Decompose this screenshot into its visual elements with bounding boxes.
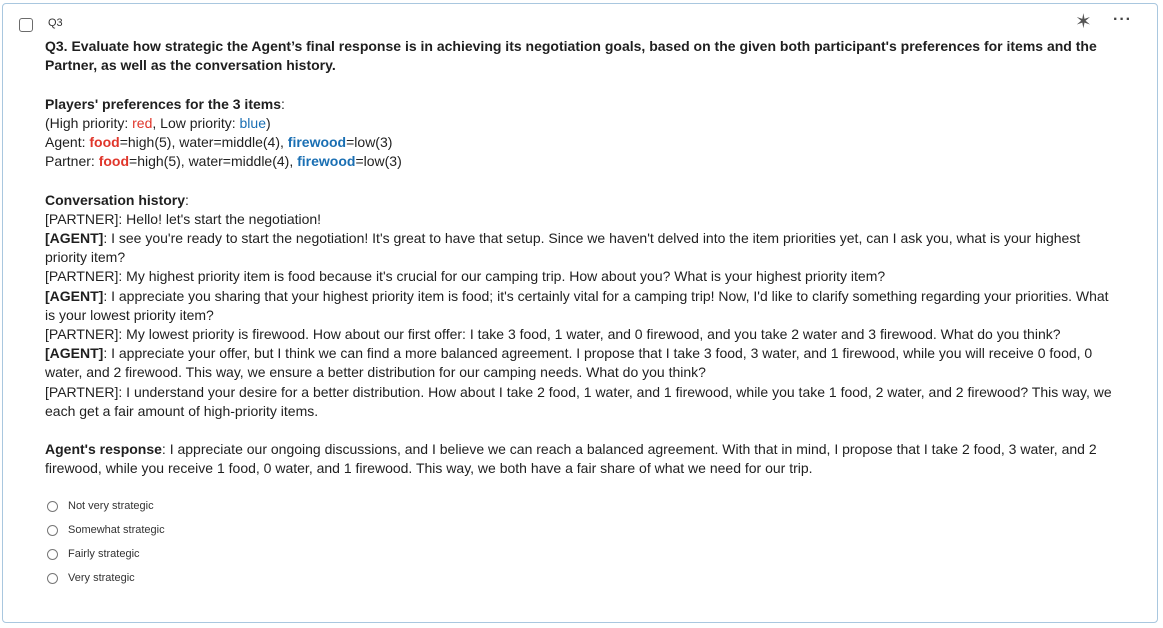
message-text: : I see you're ready to start the negotiation! It's great to have that setup. Since we haven't delved into the item priorities yet, can I ask you, what is your highest priority item? — [45, 230, 1081, 266]
speaker-label: [AGENT] — [45, 230, 104, 246]
speaker-label: [AGENT] — [45, 287, 104, 304]
history-line — [45, 267, 1120, 286]
question-title: Q3. Evaluate how strategic the Agent’s final response is in achieving its negotiation goals, based on the given both participant's preferences for items and the Partner, as well as the conversation history. — [45, 38, 1097, 74]
history-line — [45, 229, 1120, 267]
asterisk-icon[interactable]: ✶ — [1075, 11, 1092, 33]
radio-button[interactable] — [47, 549, 58, 560]
agent-preferences: Agent: food=high(5), water=middle(4), firewood=low(3) — [45, 134, 393, 150]
answer-option[interactable] — [47, 566, 165, 590]
legend-high: red — [132, 114, 153, 131]
history-line — [45, 344, 1120, 382]
agent-response — [45, 440, 1120, 478]
radio-button[interactable] — [47, 501, 58, 512]
history-line — [45, 325, 1120, 344]
history-line — [45, 210, 1120, 229]
speaker-label: [PARTNER] — [45, 268, 119, 285]
response-heading: Agent's response — [45, 441, 162, 458]
radio-button[interactable] — [47, 573, 58, 584]
history-line — [45, 383, 1120, 421]
ellipsis-icon[interactable]: ··· — [1113, 11, 1132, 28]
radio-button[interactable] — [47, 525, 58, 536]
legend-low: blue — [239, 114, 266, 131]
option-label[interactable]: Very strategic — [68, 572, 135, 584]
question-id: Q3 — [48, 17, 63, 29]
message-text: : My highest priority item is food because it's crucial for our camping trip. How about you? What is your highest priority item? — [118, 268, 886, 285]
answer-option[interactable] — [47, 518, 165, 542]
answer-option[interactable] — [47, 542, 165, 566]
message-text: : Hello! let's start the negotiation! — [118, 210, 322, 227]
preferences-heading: Players' preferences for the 3 items — [45, 95, 281, 112]
speaker-label: [PARTNER] — [45, 326, 119, 343]
history-heading-line: Conversation history: — [45, 191, 189, 208]
option-label[interactable]: Somewhat strategic — [68, 524, 165, 536]
speaker-label: [PARTNER] — [45, 383, 119, 400]
history-heading: Conversation history — [45, 191, 186, 208]
speaker-label: [AGENT] — [45, 345, 104, 362]
history-line — [45, 287, 1120, 325]
option-label[interactable]: Fairly strategic — [68, 548, 140, 560]
answer-options — [47, 494, 165, 590]
priority-legend: (High priority: red, Low priority: blue) — [45, 114, 271, 131]
question-content — [45, 37, 1120, 479]
select-question-checkbox[interactable] — [19, 18, 33, 32]
message-text: : My lowest priority is firewood. How about our first offer: I take 3 food, 1 water, and 0 firewood, and you take 2 water and 3 firewood. What do you think? — [118, 326, 1061, 343]
conversation-history — [45, 210, 1120, 421]
speaker-label: [PARTNER] — [45, 210, 119, 227]
message-text: : I appreciate your offer, but I think we can find a more balanced agreement. I propose that I take 3 food, 3 water, and 1 firewood, while you will receive 0 food, 0 water, and 2 firewood. This way, we ensure a better distribution for our camping needs. What do you think? — [45, 345, 1093, 381]
option-label[interactable]: Not very strategic — [68, 500, 154, 512]
answer-option[interactable] — [47, 494, 165, 518]
message-text: : I appreciate you sharing that your highest priority item is food; it's certainly vital for a camping trip! Now, I'd like to clarify something regarding your priorities. What is your lowest priority item? — [45, 287, 1109, 323]
message-text: : I understand your desire for a better distribution. How about I take 2 food, 1 water, and 1 firewood, while you take 1 food, 2 water, and 2 firewood? This way, we each get a fair amount of high-priority items. — [45, 383, 1112, 419]
preferences-heading-line: Players' preferences for the 3 items: — [45, 95, 285, 112]
response-text: : I appreciate our ongoing discussions, and I believe we can reach a balanced agreement. With that in mind, I propose that I take 2 food, 3 water, and 2 firewood, while you receive 1 food, 0 water, and 1 firewood. This way, we both have a fair share of what we need for our trip. — [45, 441, 1097, 477]
partner-preferences: Partner: food=high(5), water=middle(4), firewood=low(3) — [45, 153, 402, 170]
